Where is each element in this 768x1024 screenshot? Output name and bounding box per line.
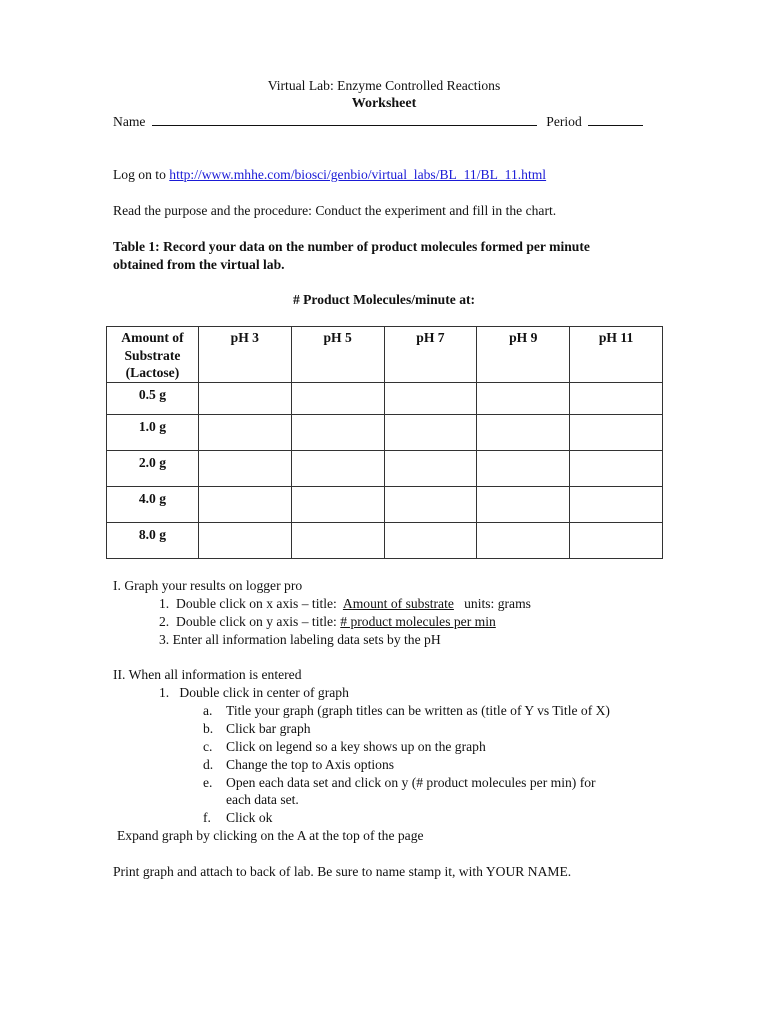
data-table [106, 326, 663, 559]
page-title: Virtual Lab: Enzyme Controlled Reactions [267, 78, 501, 93]
data-cell[interactable] [570, 414, 663, 450]
column-header-ph11: pH 11 [570, 327, 663, 383]
section1-item [159, 631, 441, 648]
table-row [107, 522, 663, 558]
subitem-text: Click ok [226, 810, 273, 825]
page-subtitle: Worksheet [351, 96, 417, 111]
subitem-letter: b. [203, 721, 214, 736]
data-cell[interactable] [570, 382, 663, 414]
item-text: Double click in center of graph [179, 685, 349, 700]
subitem-text: Click bar graph [226, 721, 311, 736]
data-cell[interactable] [384, 450, 477, 486]
period-field[interactable] [588, 113, 643, 126]
data-cell[interactable] [198, 414, 291, 450]
table-row [107, 414, 663, 450]
corner-header-line: (Lactose) [125, 365, 180, 380]
data-cell[interactable] [291, 486, 384, 522]
data-cell[interactable] [384, 382, 477, 414]
data-cell[interactable] [477, 486, 570, 522]
print-instruction: Print graph and attach to back of lab. Be sure to name stamp it, with YOUR NAME. [113, 864, 572, 879]
x-axis-title: Amount of substrate [342, 596, 454, 611]
data-cell[interactable] [477, 414, 570, 450]
period-label: Period [546, 114, 582, 129]
subitem-text: Click on legend so a key shows up on the graph [226, 739, 486, 754]
data-cell[interactable] [384, 522, 477, 558]
item-text: Double click on y axis – title: [176, 614, 337, 629]
section1-item [159, 595, 531, 612]
subitem-letter: e. [203, 775, 213, 790]
item-number: 2. [159, 614, 170, 629]
subitem-text: Title your graph (graph titles can be written as (title of Y vs Title of X) [226, 703, 610, 718]
table-row [107, 382, 663, 414]
subitem-letter: d. [203, 757, 214, 772]
data-cell[interactable] [570, 522, 663, 558]
data-cell[interactable] [384, 486, 477, 522]
name-field[interactable] [152, 113, 537, 126]
section2-step [159, 684, 349, 701]
column-header-ph5: pH 5 [291, 327, 384, 383]
subitem-text: Open each data set and click on y (# product molecules per min) for [226, 775, 596, 790]
section1-item [159, 613, 496, 630]
name-label: Name [113, 114, 146, 129]
table-heading: # Product Molecules/minute at: [292, 292, 476, 307]
data-cell[interactable] [477, 522, 570, 558]
name-row [113, 113, 643, 130]
data-cell[interactable] [477, 382, 570, 414]
logon-prefix: Log on to [113, 167, 170, 182]
corner-header-line: Substrate [124, 347, 181, 363]
subitem-letter: a. [203, 703, 213, 718]
table-row [107, 450, 663, 486]
item-number: 3. [159, 632, 170, 647]
row-label: 1.0 g [107, 414, 199, 450]
column-header-ph9: pH 9 [477, 327, 570, 383]
subitem-text-continued: each data set. [226, 792, 299, 807]
row-label: 0.5 g [107, 382, 199, 414]
item-text: Enter all information labeling data sets by the pH [172, 632, 441, 647]
item-number: 1. [159, 685, 170, 700]
data-cell[interactable] [198, 450, 291, 486]
table-caption-line2: obtained from the virtual lab. [113, 257, 285, 272]
y-axis-title: # product molecules per min [340, 614, 496, 629]
data-cell[interactable] [570, 486, 663, 522]
item-number: 1. [159, 596, 170, 611]
logon-line [113, 166, 546, 183]
data-cell[interactable] [198, 382, 291, 414]
data-cell[interactable] [291, 450, 384, 486]
row-label: 2.0 g [107, 450, 199, 486]
data-cell[interactable] [198, 486, 291, 522]
purpose-text: Read the purpose and the procedure: Conduct the experiment and fill in the chart. [113, 203, 557, 218]
row-label: 4.0 g [107, 486, 199, 522]
data-cell[interactable] [570, 450, 663, 486]
x-axis-units: units: grams [464, 596, 531, 611]
subitem-letter: c. [203, 739, 213, 754]
table-row [107, 486, 663, 522]
column-header-ph3: pH 3 [198, 327, 291, 383]
section2-heading: II. When all information is entered [113, 667, 302, 682]
expand-instruction: Expand graph by clicking on the A at the top of the page [117, 828, 424, 843]
column-header-ph7: pH 7 [384, 327, 477, 383]
data-cell[interactable] [384, 414, 477, 450]
subitem-text: Change the top to Axis options [226, 757, 395, 772]
section1-heading: I. Graph your results on logger pro [113, 578, 303, 593]
data-cell[interactable] [291, 382, 384, 414]
corner-header-cell [107, 327, 199, 383]
lab-link[interactable]: http://www.mhhe.com/biosci/genbio/virtual_labs/BL_11/BL_11.html [169, 167, 547, 182]
data-cell[interactable] [291, 414, 384, 450]
corner-header-line: Amount of [121, 330, 184, 345]
table-header-row [107, 327, 663, 383]
item-text: Double click on x axis – title: [176, 596, 337, 611]
data-cell[interactable] [291, 522, 384, 558]
table-caption-line1: Table 1: Record your data on the number of product molecules formed per minute [113, 239, 590, 254]
data-cell[interactable] [198, 522, 291, 558]
subitem-letter: f. [203, 810, 211, 825]
data-cell[interactable] [477, 450, 570, 486]
row-label: 8.0 g [107, 522, 199, 558]
